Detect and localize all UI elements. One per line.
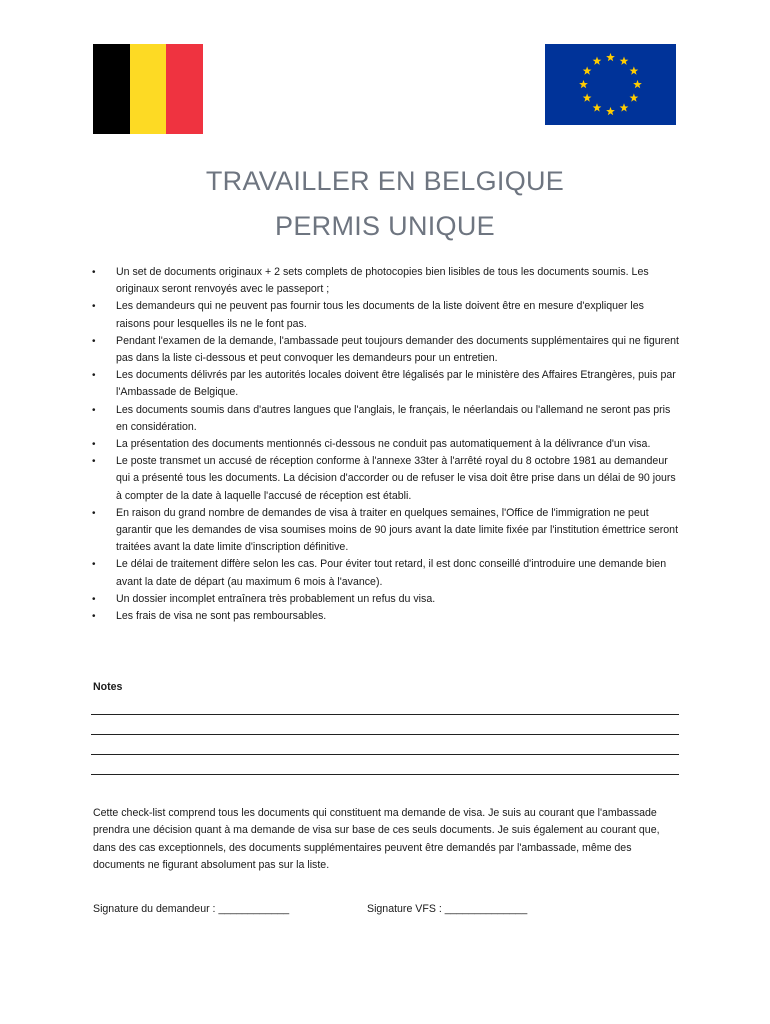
bullet-icon: • — [92, 335, 96, 347]
requirement-item — [88, 298, 680, 332]
bullet-icon: • — [92, 301, 96, 313]
belgian-flag-red-stripe — [166, 44, 203, 134]
bullet-icon: • — [92, 456, 96, 468]
requirement-item — [88, 591, 680, 608]
belgian-flag-black-stripe — [93, 44, 130, 134]
requirement-text: En raison du grand nombre de demandes de visa à traiter en quelques semaines, l'Office de l'immigration ne peut garantir que les demandes de visa soumises moins de 90 jours avant la date limite fixée par l'institution émettrice seront traitées avant la date limite d'inscription définitive. — [116, 506, 679, 554]
bullet-icon: • — [92, 370, 96, 382]
requirement-item — [88, 367, 680, 401]
bullet-icon: • — [92, 559, 96, 571]
requirement-item — [88, 556, 680, 590]
requirement-text: Les demandeurs qui ne peuvent pas fournir tous les documents de la liste doivent être en mesure d'expliquer les raisons pour lesquelles ils ne le font pas. — [116, 300, 644, 330]
page-title-line-2: PERMIS UNIQUE — [275, 211, 495, 241]
belgian-flag — [93, 44, 203, 134]
notes-line-2[interactable] — [91, 734, 679, 735]
requirement-text: Le poste transmet un accusé de réception conforme à l'annexe 33ter à l'arrêté royal du 8 octobre 1981 au demandeur qui a présenté tous les documents. La décision d'accorder ou de refuser le visa doit être prise dans un délai de 90 jours à compter de la date à laquelle l'accusé de réception est établi. — [116, 455, 676, 502]
requirement-item — [88, 608, 680, 625]
vfs-signature-field[interactable]: Signature VFS : ______________ — [367, 903, 528, 915]
requirement-text: Le délai de traitement diffère selon les cas. Pour éviter tout retard, il est donc conseillé d'introduire une demande bien avant la date de départ (au maximum 6 mois à l'avance). — [116, 558, 667, 588]
requirement-text: Les frais de visa ne sont pas remboursables. — [116, 610, 327, 623]
notes-label: Notes — [93, 681, 123, 693]
page-title-line-1: TRAVAILLER EN BELGIQUE — [205, 166, 565, 196]
notes-line-4[interactable] — [91, 774, 679, 775]
belgian-flag-yellow-stripe — [130, 44, 167, 134]
notes-line-3[interactable] — [91, 754, 679, 755]
requirement-item — [88, 505, 680, 557]
requirement-item — [88, 436, 680, 453]
applicant-signature-field[interactable]: Signature du demandeur : ____________ — [93, 903, 290, 915]
bullet-icon: • — [92, 439, 96, 451]
bullet-icon: • — [92, 267, 96, 278]
declaration-paragraph: Cette check-list comprend tous les documents qui constituent ma demande de visa. Je suis au courant que l'ambassade prendra une décision quant à ma demande de visa sur base de ces seuls documents. Je suis également au courant que, dans des cas exceptionnels, des documents supplémentaires peuvent être demandés par l'ambassade, même des documents ne figurant absolument pas sur la liste. — [93, 807, 660, 871]
requirement-item — [88, 453, 680, 505]
eu-flag — [545, 44, 676, 125]
requirement-item — [88, 402, 680, 436]
bullet-icon: • — [92, 404, 96, 416]
requirement-text: Pendant l'examen de la demande, l'ambassade peut toujours demander des documents supplémentaires qui ne figurent pas dans la liste ci-dessous et peut convoquer les demandeurs pour un entretien. — [116, 334, 679, 365]
notes-line-1[interactable] — [91, 714, 679, 715]
requirement-text: Un dossier incomplet entraînera très probablement un refus du visa. — [116, 592, 436, 605]
requirements-list — [88, 264, 680, 625]
bullet-icon: • — [92, 593, 96, 605]
bullet-icon: • — [92, 507, 96, 519]
requirement-text: Les documents délivrés par les autorités locales doivent être légalisés par le ministère des Affaires Etrangères, puis par l'Ambassade de Belgique. — [116, 369, 676, 399]
requirement-item — [88, 333, 680, 367]
requirement-item — [88, 264, 680, 298]
bullet-icon: • — [92, 611, 96, 623]
requirement-text: Les documents soumis dans d'autres langues que l'anglais, le français, le néerlandais ou l'allemand ne seront pas pris en considération. — [116, 403, 671, 433]
requirement-text: La présentation des documents mentionnés ci-dessous ne conduit pas automatiquement à la délivrance d'un visa. — [116, 438, 651, 451]
requirement-text: Un set de documents originaux + 2 sets complets de photocopies bien lisibles de tous les documents soumis. Les originaux seront renvoyés avec le passeport ; — [116, 266, 649, 296]
